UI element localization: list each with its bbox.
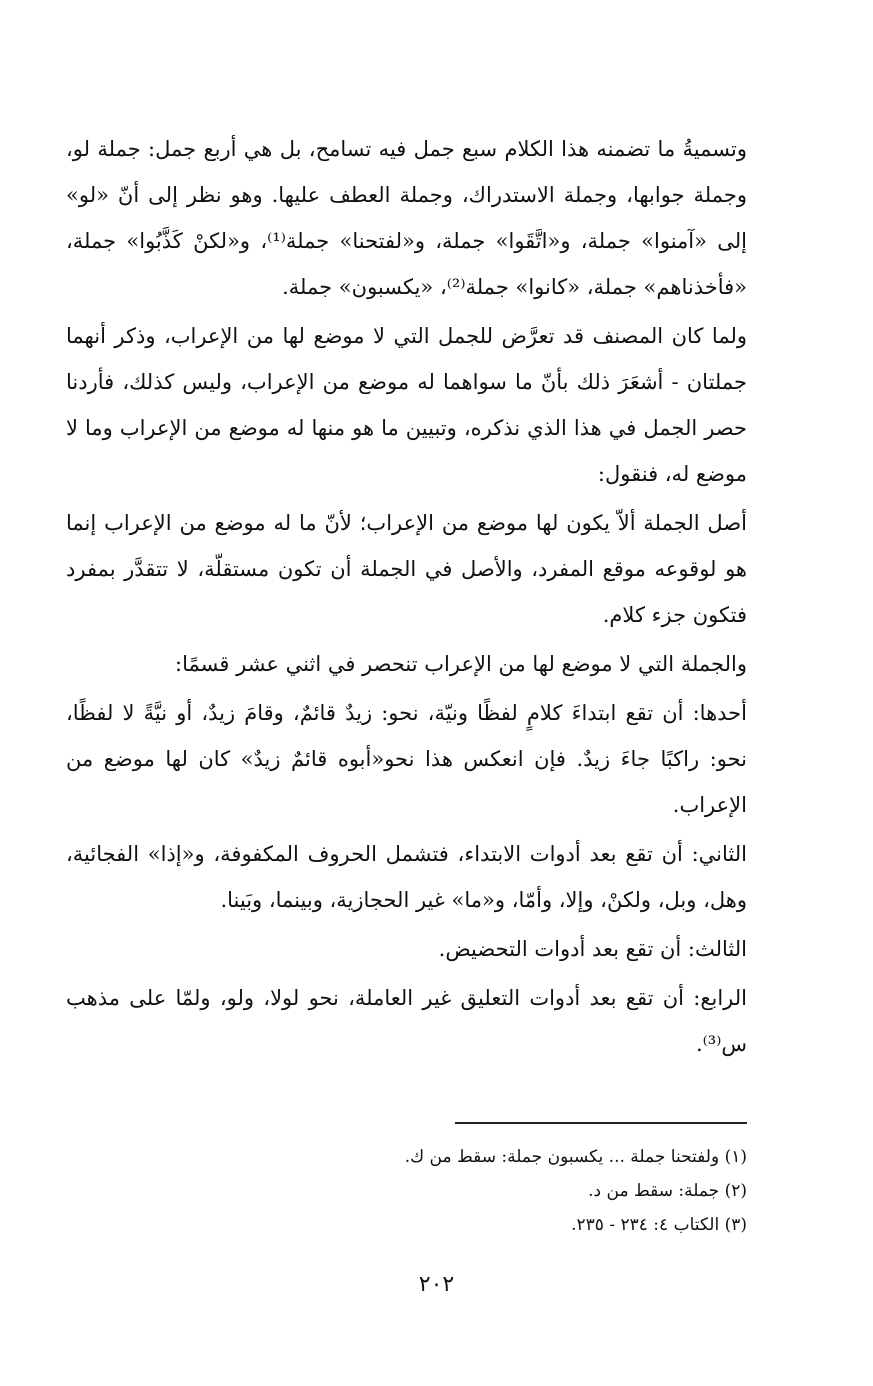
paragraph-4: والجملة التي لا موضع لها من الإعراب تنحصر في اثني عشر قسمًا: — [175, 652, 747, 676]
paragraph-7: الثالث: أن تقع بعد أدوات التحضيض. — [438, 937, 747, 961]
paragraph-8: الرابع: أن تقع بعد أدوات التعليق غير العاملة، نحو لولا، ولو، ولمّا على مذهب س⁽³⁾. — [66, 986, 747, 1056]
paragraph-3: أصل الجملة ألاّ يكون لها موضع من الإعراب؛ لأنّ ما له موضع من الإعراب إنما هو لوقوعه موقع المفرد، والأصل في الجملة أن تكون مستقلّة، لا تتقدَّر بمفرد فتكون جزء كلام. — [66, 511, 747, 627]
footnotes — [120, 1140, 747, 1242]
footnote-divider — [455, 1122, 747, 1124]
footnote-2: (٢) جملة: سقط من د. — [588, 1181, 747, 1201]
footnote-1: (١) ولفتحنا جملة ... يكسبون جملة: سقط من ك. — [404, 1147, 747, 1167]
page-number: ٢٠٢ — [418, 1272, 455, 1297]
paragraph-6: الثاني: أن تقع بعد أدوات الابتداء، فتشمل الحروف المكفوفة، و«إذا» الفجائية، وهل، وبل، ولكنْ، وإلا، وأمّا، و«ما» غير الحجازية، وبينما، وبَينا. — [66, 842, 747, 912]
paragraph-1: وتسميةُ ما تضمنه هذا الكلام سبع جمل فيه تسامح، بل هي أربع جمل: جملة لو، وجملة جوابها، وجملة الاستدراك، وجملة العطف عليها. وهو نظر إلى أنّ «لو» إلى «آمنوا» جملة، و«اتَّقَوا» جملة، و«لفتحنا» جملة⁽¹⁾، و«لكنْ كَذَّبُوا» جملة، «فأخذناهم» جملة، «كانوا» جملة⁽²⁾، «يكسبون» جملة. — [66, 137, 747, 299]
paragraph-2: ولما كان المصنف قد تعرَّض للجمل التي لا موضع لها من الإعراب، وذكر أنهما جملتان - أشعَرَ ذلك بأنّ ما سواهما له موضع من الإعراب، وليس كذلك، فأردنا حصر الجمل في هذا الذي نذكره، وتبيين ما هو منها له موضع من الإعراب وما لا موضع له، فنقول: — [66, 324, 747, 486]
paragraph-5: أحدها: أن تقع ابتداءَ كلامٍ لفظًا ونيّة، نحو: زيدٌ قائمٌ، وقامَ زيدٌ، أو نيَّةً لا لفظًا، نحو: راكبًا جاءَ زيدٌ. فإن انعكس هذا نحو«أبوه قائمٌ زيدٌ» كان لها موضع من الإعراب. — [66, 701, 747, 817]
main-text — [66, 126, 747, 1070]
footnote-3: (٣) الكتاب ٤: ٢٣٤ - ٢٣٥. — [571, 1215, 747, 1235]
